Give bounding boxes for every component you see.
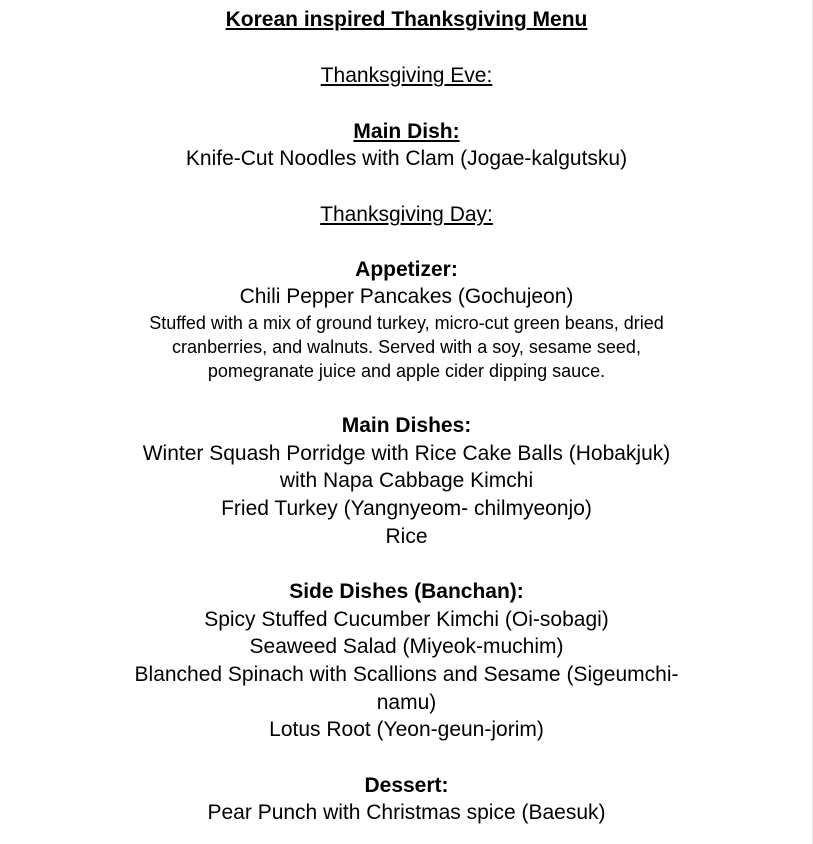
appetizer-description-line: cranberries, and walnuts. Served with a soy, sesame seed, [172,337,641,357]
eve-main-dish-item: Knife-Cut Noodles with Clam (Jogae-kalgutsku) [185,147,628,170]
eve-main-dish-heading: Main Dish: [353,120,460,143]
side-dishes-heading: Side Dishes (Banchan): [289,580,524,603]
appetizer-heading: Appetizer: [355,258,458,281]
appetizer-description-line: Stuffed with a mix of ground turkey, micro-cut green beans, dried [149,313,664,333]
main-dishes-heading: Main Dishes: [341,414,472,437]
section-day-heading: Thanksgiving Day: [320,203,493,226]
dessert-item: Pear Punch with Christmas spice (Baesuk) [207,801,606,824]
side-dish-item: namu) [376,691,437,714]
main-dish-item: with Napa Cabbage Kimchi [279,469,534,492]
main-dish-item: Rice [385,525,428,548]
side-dish-item: Seaweed Salad (Miyeok-muchim) [249,635,564,658]
dessert-heading: Dessert: [364,774,449,797]
appetizer-item: Chili Pepper Pancakes (Gochujeon) [239,285,574,308]
side-dish-item: Lotus Root (Yeon-geun-jorim) [269,718,544,741]
side-dish-item: Spicy Stuffed Cucumber Kimchi (Oi-sobagi) [204,608,609,631]
menu-title: Korean inspired Thanksgiving Menu [225,8,588,31]
appetizer-description-line: pomegranate juice and apple cider dipping sauce. [207,361,606,381]
side-dish-item: Blanched Spinach with Scallions and Sesame (Sigeumchi- [134,663,679,686]
section-eve-heading: Thanksgiving Eve: [320,64,493,87]
main-dish-item: Winter Squash Porridge with Rice Cake Balls (Hobakjuk) [142,442,671,465]
main-dish-item: Fried Turkey (Yangnyeom- chilmyeonjo) [221,497,592,520]
